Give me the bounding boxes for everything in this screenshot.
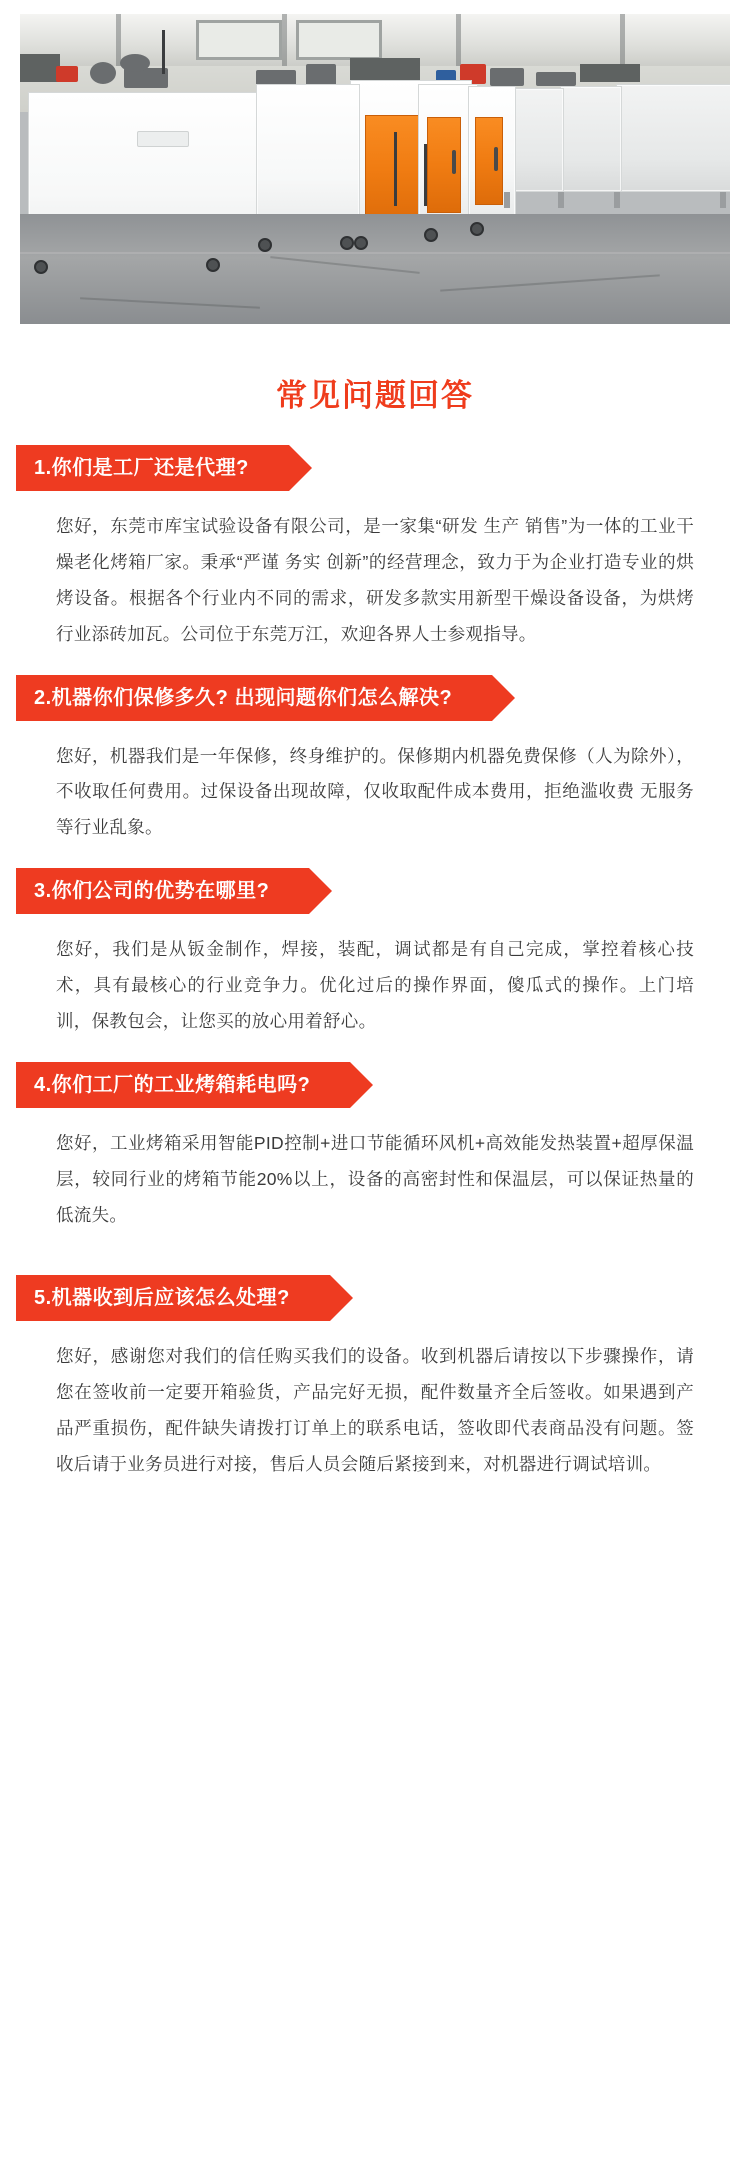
oven-door-handle: [452, 150, 456, 174]
equipment-clutter: [306, 64, 336, 86]
equipment-clutter: [56, 66, 78, 82]
power-cable: [424, 144, 427, 206]
oven-unit-far: [560, 86, 622, 192]
caster-wheel: [206, 258, 220, 272]
equipment-clutter: [120, 54, 150, 72]
faq-item-5: [0, 1275, 750, 1483]
wall-dark-panel: [20, 54, 60, 82]
equipment-clutter: [90, 62, 116, 84]
faq-item-4: [0, 1062, 750, 1234]
faq-answer-5: 您好，感谢您对我们的信任购买我们的设备。收到机器后请按以下步骤操作，请您在签收前一定要开箱验货，产品完好无损，配件数量齐全后签收。如果遇到产品严重损伤，配件缺失请拨打订单上的联系电话，签收即代表商品没有问题。签收后请于业务员进行对接，售后人员会随后紧接到来，对机器进行调试培训。: [56, 1346, 694, 1474]
faq-item-2: [0, 675, 750, 847]
ceiling-beam: [282, 14, 287, 72]
faq-question-banner-5: 5.机器收到后应该怎么处理?: [16, 1275, 330, 1321]
caster-wheel: [340, 236, 354, 250]
faq-answer-3: 您好，我们是从钣金制作，焊接，装配，调试都是有自己完成，掌控着核心技术，具有最核心的行业竞争力。优化过后的操作界面，傻瓜式的操作。上门培训，保教包会，让您买的放心用着舒心。: [56, 939, 694, 1031]
machine-leg: [614, 192, 620, 208]
oven-door-handle: [494, 147, 498, 171]
faq-question-banner-1: 1.你们是工厂还是代理?: [16, 445, 289, 491]
faq-item-3: [0, 868, 750, 1040]
equipment-clutter: [536, 72, 576, 86]
faq-answer-1: 您好，东莞市库宝试验设备有限公司，是一家集“研发 生产 销售”为一体的工业干燥老化烤箱厂家。秉承“严谨 务实 创新”的经营理念，致力于为企业打造专业的烘烤设备。根据各个行业内不同的需求，研发多款实用新型干燥设备设备，为烘烤行业添砖加瓦。公司位于东莞万江，欢迎各界人士参观指导。: [56, 516, 694, 644]
faq-question-banner-4: 4.你们工厂的工业烤箱耗电吗?: [16, 1062, 350, 1108]
oven-door-orange: [427, 117, 461, 213]
faq-page: [0, 14, 750, 1523]
faq-answer-4: 您好，工业烤箱采用智能PID控制+进口节能循环风机+高效能发热装置+超厚保温层，较同行业的烤箱节能20%以上，设备的高密封性和保温层，可以保证热量的低流失。: [56, 1132, 694, 1225]
caster-wheel: [258, 238, 272, 252]
caster-wheel: [354, 236, 368, 250]
faq-answer-2: 您好，机器我们是一年保修，终身维护的。保修期内机器免费保修（人为除外），不收取任何费用。过保设备出现故障，仅收取配件成本费用，拒绝滥收费 无服务等行业乱象。: [56, 745, 694, 838]
faq-question-banner-2: 2.机器你们保修多久? 出现问题你们怎么解决?: [16, 675, 492, 721]
page-title: 常见问题回答: [276, 378, 474, 413]
machine-leg: [558, 192, 564, 208]
wall-window: [196, 20, 282, 60]
machine-leg: [720, 192, 726, 208]
faq-item-1: [0, 445, 750, 653]
wall-dark-panel: [580, 64, 640, 82]
power-cable: [394, 132, 397, 206]
faq-question-banner-3: 3.你们公司的优势在哪里?: [16, 868, 309, 914]
oven-door-orange: [475, 117, 503, 205]
oven-unit-far-right: [616, 84, 730, 192]
equipment-clutter: [490, 68, 524, 86]
machine-leg: [504, 192, 510, 208]
wall-dark-panel: [350, 58, 420, 80]
hanging-cable: [162, 30, 165, 74]
caster-wheel: [470, 222, 484, 236]
oven-vent-slot: [137, 131, 189, 147]
wall-window: [296, 20, 382, 60]
caster-wheel: [34, 260, 48, 274]
hero-product-photo: [20, 14, 730, 324]
floor-seam: [20, 252, 730, 254]
caster-wheel: [424, 228, 438, 242]
